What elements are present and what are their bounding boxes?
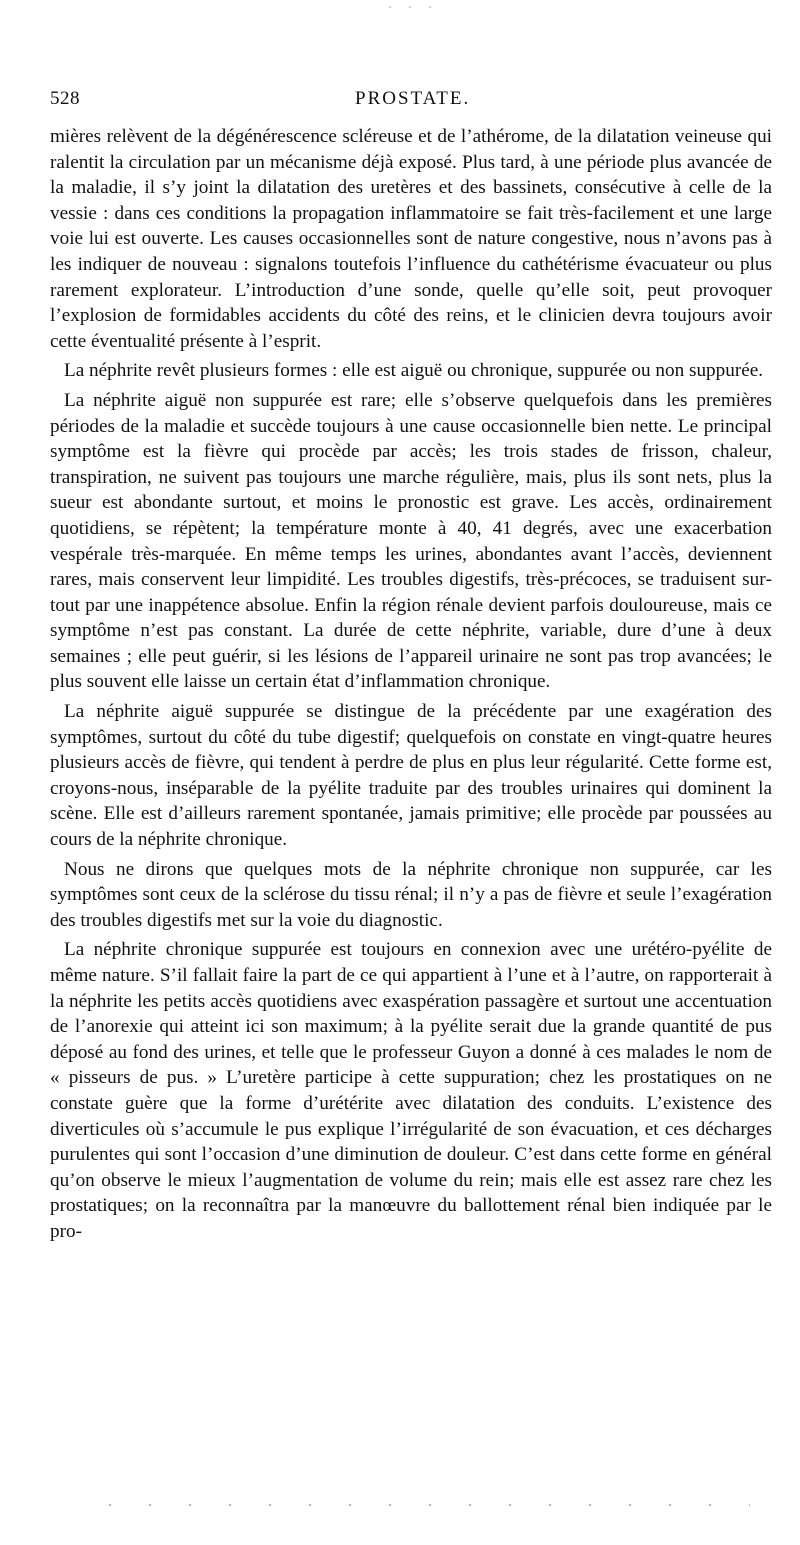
scan-speckle-bottom bbox=[90, 1502, 750, 1508]
paragraph-continued: mières relèvent de la dégénérescence scléreuse et de l’athérome, de la dilatation veineuse qui ralentit la circulation par un mécanisme déjà exposé. Plus tard, à une période plus avancée de la maladie, il s’y joint la dilatation des uretères et des bassinets, consécutive à celle de la vessie : dans ces conditions la propagation inflammatoire se fait très-facilement et une large voie lui est ouverte. Les causes occasionnelles sont de nature congestive, nous n’avons pas à les indiquer de nouveau : signalons toutefois l’influence du cathétérisme évacuateur ou plus rarement explorateur. L’introduction d’une sonde, quelle qu’elle soit, peut provoquer l’explosion de formidables accidents du côté des reins, et le clinicien devra toujours avoir cette éventualité présente à l’esprit. bbox=[50, 126, 772, 352]
running-title: PROSTATE. bbox=[355, 88, 471, 109]
paragraph-chronic-non-suppurated: Nous ne dirons que quelques mots de la néphrite chronique non suppurée, car les symptômes sont ceux de la sclérose du tissu rénal; il n’y a pas de fièvre et seule l’exagération des troubles digestifs met sur la voie du diagnostic. bbox=[50, 858, 772, 931]
body-text bbox=[50, 124, 772, 1245]
paragraph-acute-non-suppurated: La néphrite aiguë non suppurée est rare; elle s’observe quelquefois dans les premières périodes de la maladie et succède toujours à une cause occasionnelle bien nette. Le principal symptôme est la fièvre qui procède par accès; les trois stades de frisson, chaleur, transpiration, ne suivent pas toujours une marche régulière, mais, plus ils sont nets, plus la sueur est abondante surtout, et moins le pronostic est grave. Les accès, ordinairement quotidiens, se répètent; la température monte à 40, 41 degrés, avec une exacerbation vespérale très-marquée. En même temps les urines, abondantes avant l’accès, deviennent rares, mais conservent leur limpidité. Les troubles digestifs, très-précoces, se traduisent surtout par une inappétence absolue. Enfin la région rénale devient parfois douloureuse, mais ce symptôme n’est pas constant. La durée de cette néphrite, variable, dure d’une à deux semaines ; elle peut guérir, si les lésions de l’appareil urinaire ne sont pas trop avancées; le plus souvent elle laisse un certain état d’inflammation chronique. bbox=[50, 389, 772, 693]
paragraph-chronic-suppurated: La néphrite chronique suppurée est toujours en connexion avec une urétéro-pyélite de même nature. S’il fallait faire la part de ce qui appartient à l’une et à l’autre, on rapporterait à la néphrite les petits accès quotidiens avec exaspération passagère et surtout une accentuation de l’anorexie qui atteint ici son maximum; à la pyélite serait due la grande quantité de pus déposé au fond des urines, et telle que le professeur Guyon a donné à ces malades le nom de « pisseurs de pus. » L’uretère participe à cette suppuration; chez les prostatiques on ne constate guère que la forme d’urétérite avec dilatation des conduits. L’existence des diverticules où s’accumule le pus explique l’irrégularité de son évacuation, et ces décharges purulentes qui sont l’occasion d’une diminution de douleur. C’est dans cette forme en général qu’on observe le mieux l’augmentation de volume du rein; mais elle est assez rare chez les prostatiques; on la reconnaîtra par la manœuvre du ballottement rénal bien indiquée par le pro- bbox=[50, 939, 772, 1242]
scan-speckle-top bbox=[380, 4, 440, 10]
page-number: 528 bbox=[50, 88, 80, 109]
running-head bbox=[50, 88, 772, 114]
paragraph-acute-suppurated: La néphrite aiguë suppurée se distingue de la précédente par une exagération des symptômes, surtout du côté du tube digestif; quelquefois on constate en vingt-quatre heures plusieurs accès de fièvre, qui tendent à perdre de plus en plus leur régularité. Cette forme est, croyons-nous, inséparable de la pyélite traduite par des troubles urinaires qui dominent la scène. Elle est d’ailleurs rarement spontanée, jamais primitive; elle procède par poussées au cours de la néphrite chronique. bbox=[50, 701, 772, 851]
paragraph-nephrite-forms: La néphrite revêt plusieurs formes : elle est aiguë ou chronique, suppurée ou non suppurée. bbox=[64, 360, 764, 382]
